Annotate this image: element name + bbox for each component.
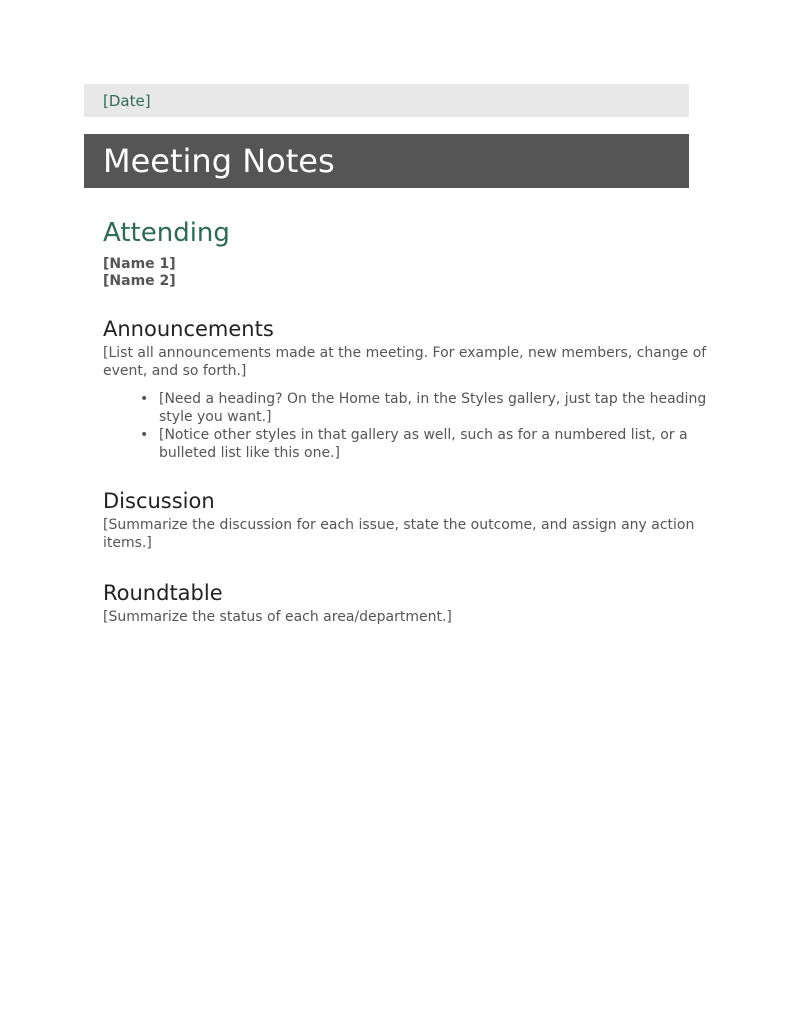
roundtable-heading[interactable]: Roundtable [103, 581, 223, 605]
list-item [140, 390, 713, 426]
attending-heading[interactable]: Attending [103, 218, 230, 248]
date-bar [84, 84, 689, 117]
discussion-section [103, 488, 713, 552]
announcements-heading[interactable]: Announcements [103, 317, 274, 341]
document-body [103, 216, 713, 626]
announcements-bullet-list [103, 390, 713, 462]
list-item [140, 426, 713, 462]
page-title[interactable]: Meeting Notes [103, 142, 335, 180]
attendee-name-1[interactable]: [Name 1] [103, 256, 176, 272]
discussion-heading[interactable]: Discussion [103, 489, 215, 513]
bullet-icon: • [140, 427, 149, 443]
title-bar [84, 134, 689, 188]
discussion-text[interactable]: [Summarize the discussion for each issue, state the outcome, and assign any action items.] [103, 517, 695, 551]
attending-section [103, 216, 713, 290]
roundtable-section [103, 580, 713, 626]
attendee-name-2[interactable]: [Name 2] [103, 273, 176, 289]
announcements-section [103, 316, 713, 462]
bullet-text-1[interactable]: [Need a heading? On the Home tab, in the Styles gallery, just tap the heading style you want.] [159, 391, 707, 425]
date-text[interactable]: [Date] [103, 91, 151, 110]
announcements-text[interactable]: [List all announcements made at the meeting. For example, new members, change of event, and so forth.] [103, 345, 707, 379]
bullet-icon: • [140, 391, 149, 407]
bullet-text-2[interactable]: [Notice other styles in that gallery as well, such as for a numbered list, or a bulleted list like this one.] [159, 427, 688, 461]
roundtable-text[interactable]: [Summarize the status of each area/department.] [103, 609, 452, 625]
